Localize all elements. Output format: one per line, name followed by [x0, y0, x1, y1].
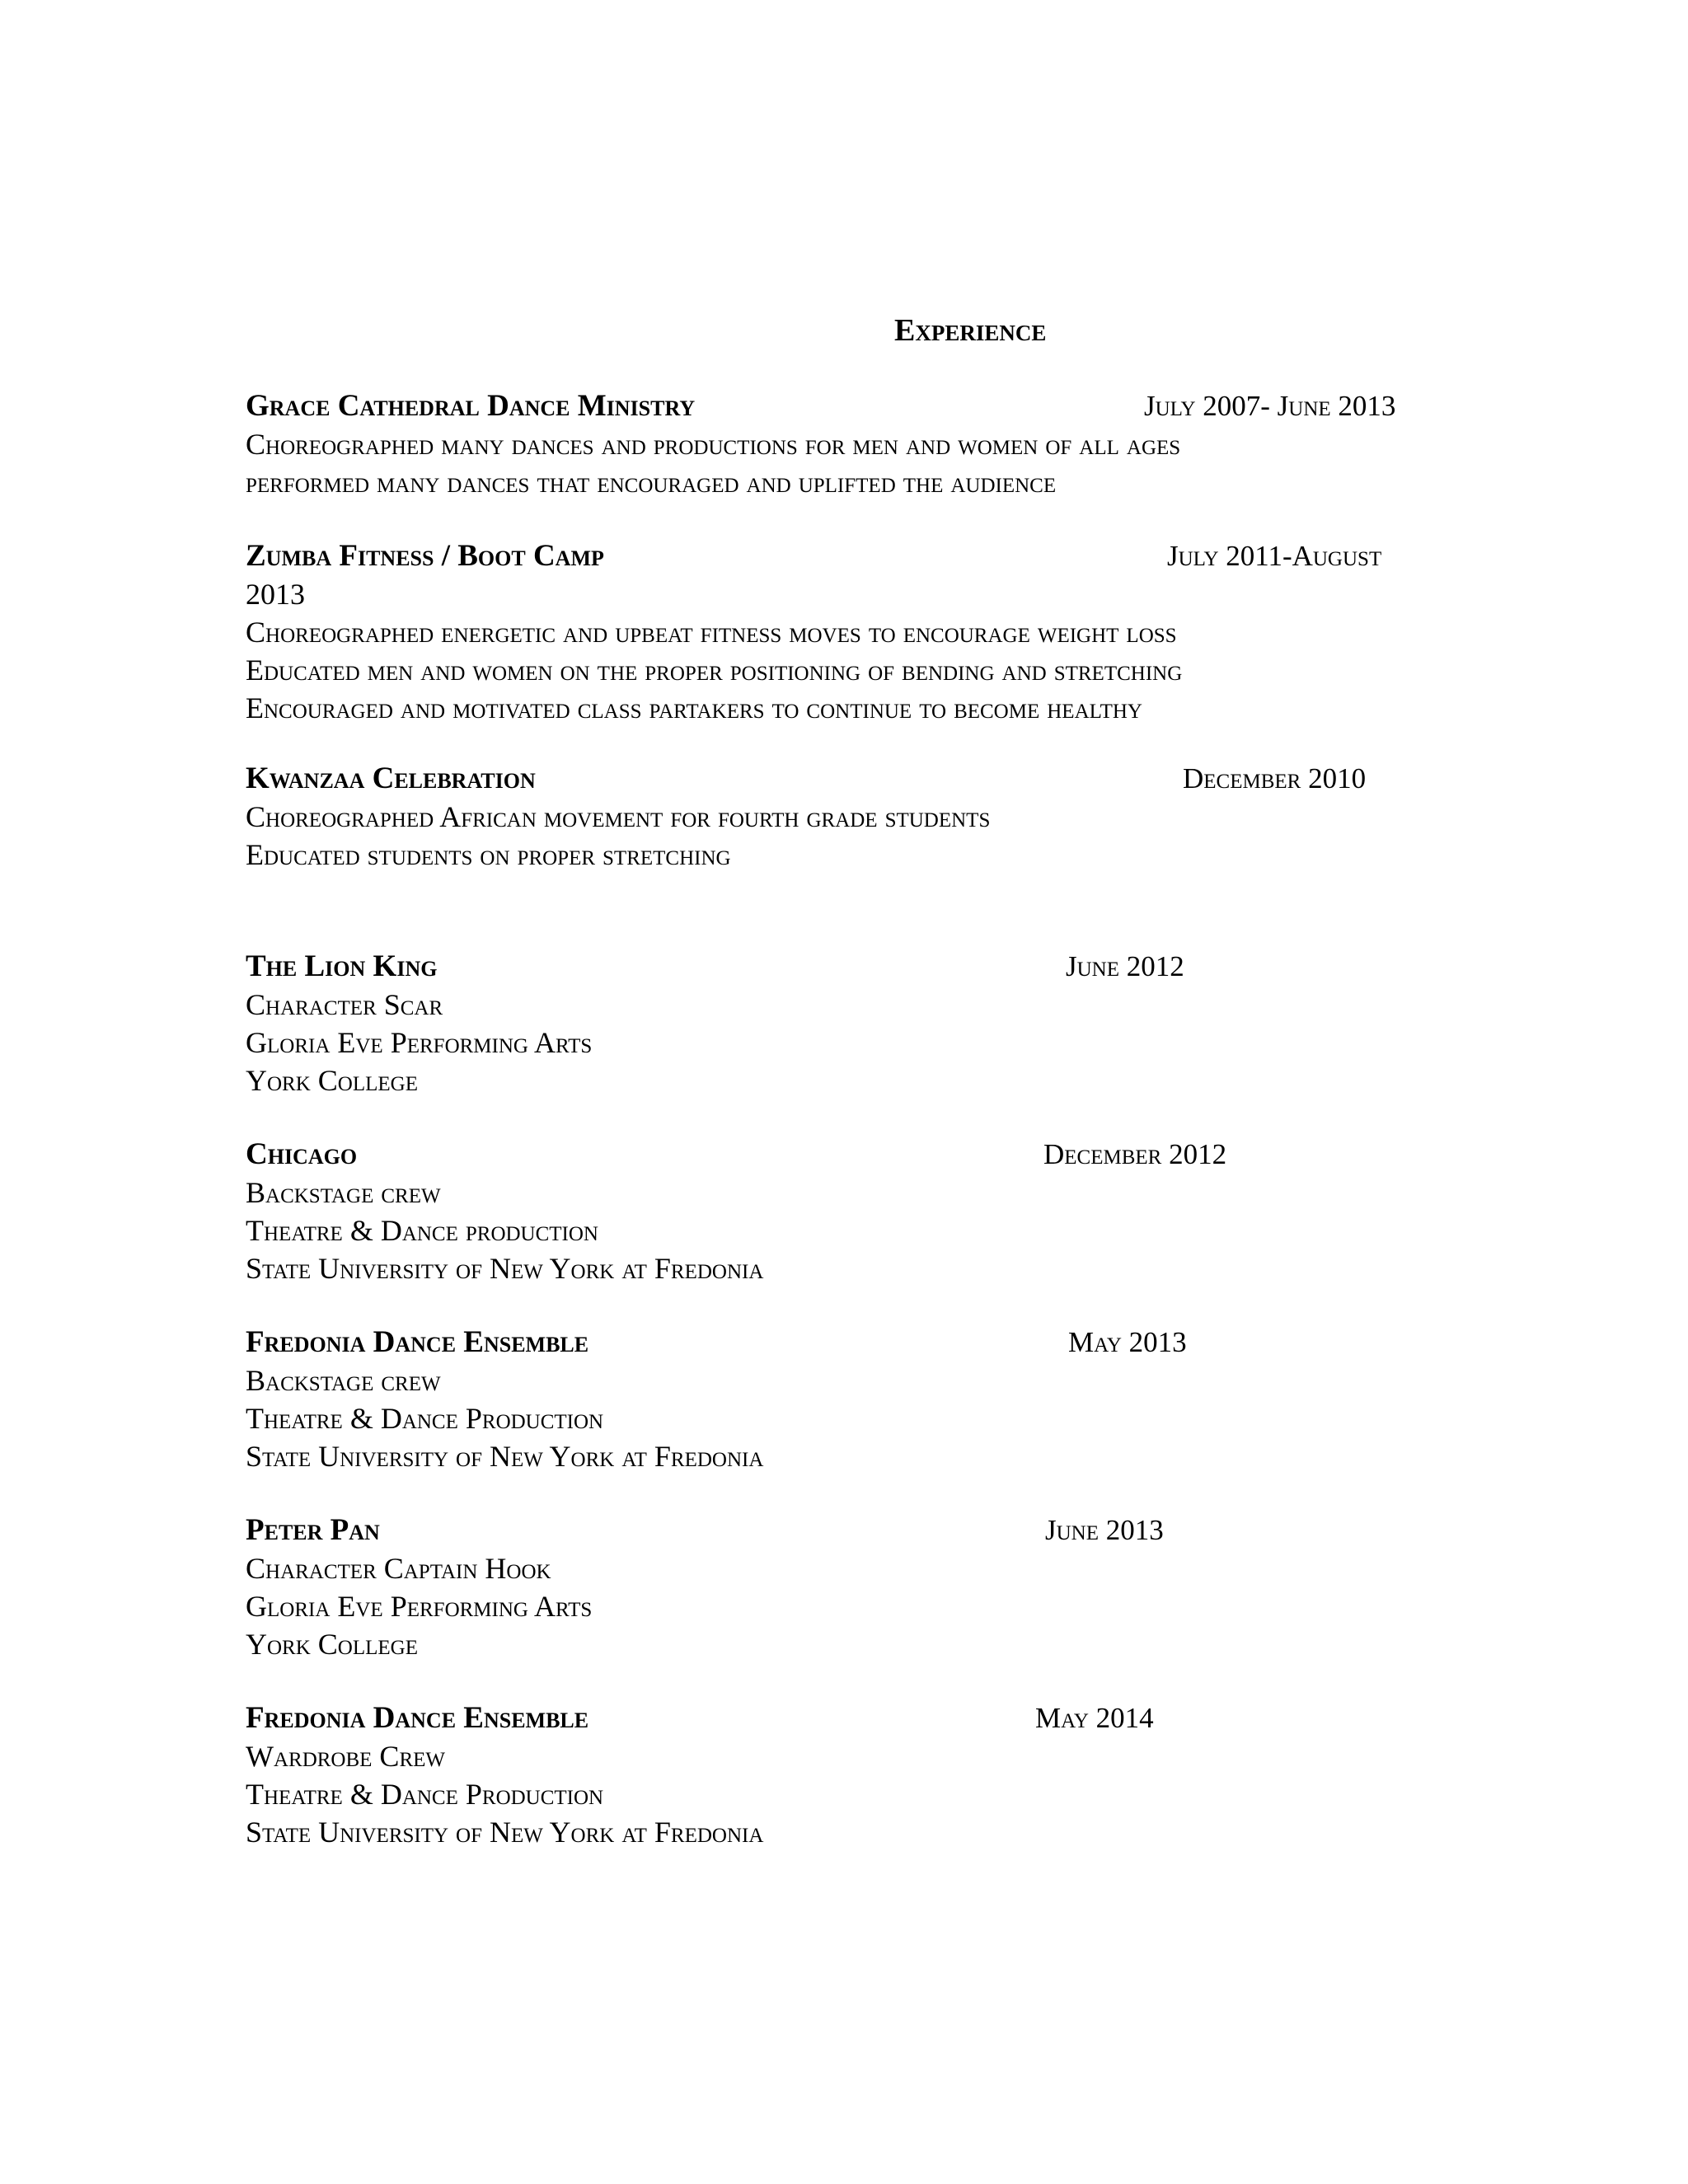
entry-title-row [246, 760, 1449, 798]
section-heading-experience: Experience [894, 313, 1047, 348]
entry-line: Theatre & Dance production [246, 1214, 598, 1247]
entry-title: Chicago [246, 1137, 358, 1171]
entry-line: Wardrobe Crew [246, 1740, 445, 1773]
entry-line: Encouraged and motivated class partakers to continue to become healthy [246, 691, 1142, 724]
entry-date: June 2012 [1066, 950, 1184, 982]
entry-line: performed many dances that encouraged and uplifted the audience [246, 466, 1057, 499]
entry-title: Zumba Fitness / Boot Camp [246, 539, 604, 573]
entry-line: Choreographed energetic and upbeat fitness moves to encourage weight loss [246, 616, 1177, 649]
entry-line: Backstage crew [246, 1364, 441, 1397]
entry-title-row [246, 1511, 1449, 1549]
experience-entry-zumba [246, 537, 1449, 727]
entry-date: December 2012 [1043, 1138, 1227, 1170]
entry-title: Peter Pan [246, 1513, 380, 1547]
entry-title-row [246, 387, 1449, 425]
experience-entry-fredonia-2014 [246, 1699, 1449, 1851]
entry-line: York College [246, 1628, 418, 1661]
entry-date: December 2010 [1183, 762, 1367, 794]
entry-title-row [246, 1699, 1449, 1737]
entry-line: Theatre & Dance Production [246, 1402, 604, 1435]
entry-title-row [246, 537, 1449, 575]
entry-date: June 2013 [1045, 1514, 1164, 1546]
entry-title-row [246, 948, 1449, 986]
entry-line: State University of New York at Fredonia [246, 1816, 764, 1849]
entry-line: Backstage crew [246, 1176, 441, 1209]
entry-line: Character Captain Hook [246, 1552, 551, 1585]
entry-line: Theatre & Dance Production [246, 1778, 604, 1811]
entry-line: Gloria Eve Performing Arts [246, 1026, 593, 1059]
experience-entry-grace-cathedral [246, 387, 1449, 501]
entry-date-continued: 2013 [246, 578, 305, 611]
experience-entry-kwanzaa [246, 760, 1449, 874]
entry-title: The Lion King [246, 949, 438, 983]
entry-title: Fredonia Dance Ensemble [246, 1325, 589, 1359]
entry-date: July 2011-August [1167, 540, 1382, 572]
entry-line: York College [246, 1064, 418, 1097]
experience-entry-fredonia-2013 [246, 1324, 1449, 1475]
entry-date: May 2013 [1068, 1326, 1187, 1358]
entry-title-row [246, 1136, 1449, 1174]
entry-line: Character Scar [246, 988, 443, 1021]
entry-line: Educated students on proper stretching [246, 838, 731, 871]
experience-entry-peter-pan [246, 1511, 1449, 1663]
entry-line: State University of New York at Fredonia [246, 1252, 764, 1285]
entry-line: Choreographed African movement for fourth grade students [246, 800, 991, 833]
entry-title-row [246, 1324, 1449, 1361]
entry-title: Fredonia Dance Ensemble [246, 1701, 589, 1735]
entry-title: Grace Cathedral Dance Ministry [246, 389, 696, 423]
entry-line: Gloria Eve Performing Arts [246, 1590, 593, 1623]
entry-title: Kwanzaa Celebration [246, 762, 536, 795]
entry-line: Choreographed many dances and productions for men and women of all ages [246, 428, 1181, 461]
entry-line: State University of New York at Fredonia [246, 1440, 764, 1473]
entry-date: May 2014 [1035, 1702, 1154, 1734]
experience-entry-lion-king [246, 948, 1449, 1099]
entry-line: Educated men and women on the proper positioning of bending and stretching [246, 654, 1183, 687]
entry-date: July 2007- June 2013 [1144, 390, 1396, 422]
experience-entry-chicago [246, 1136, 1449, 1287]
